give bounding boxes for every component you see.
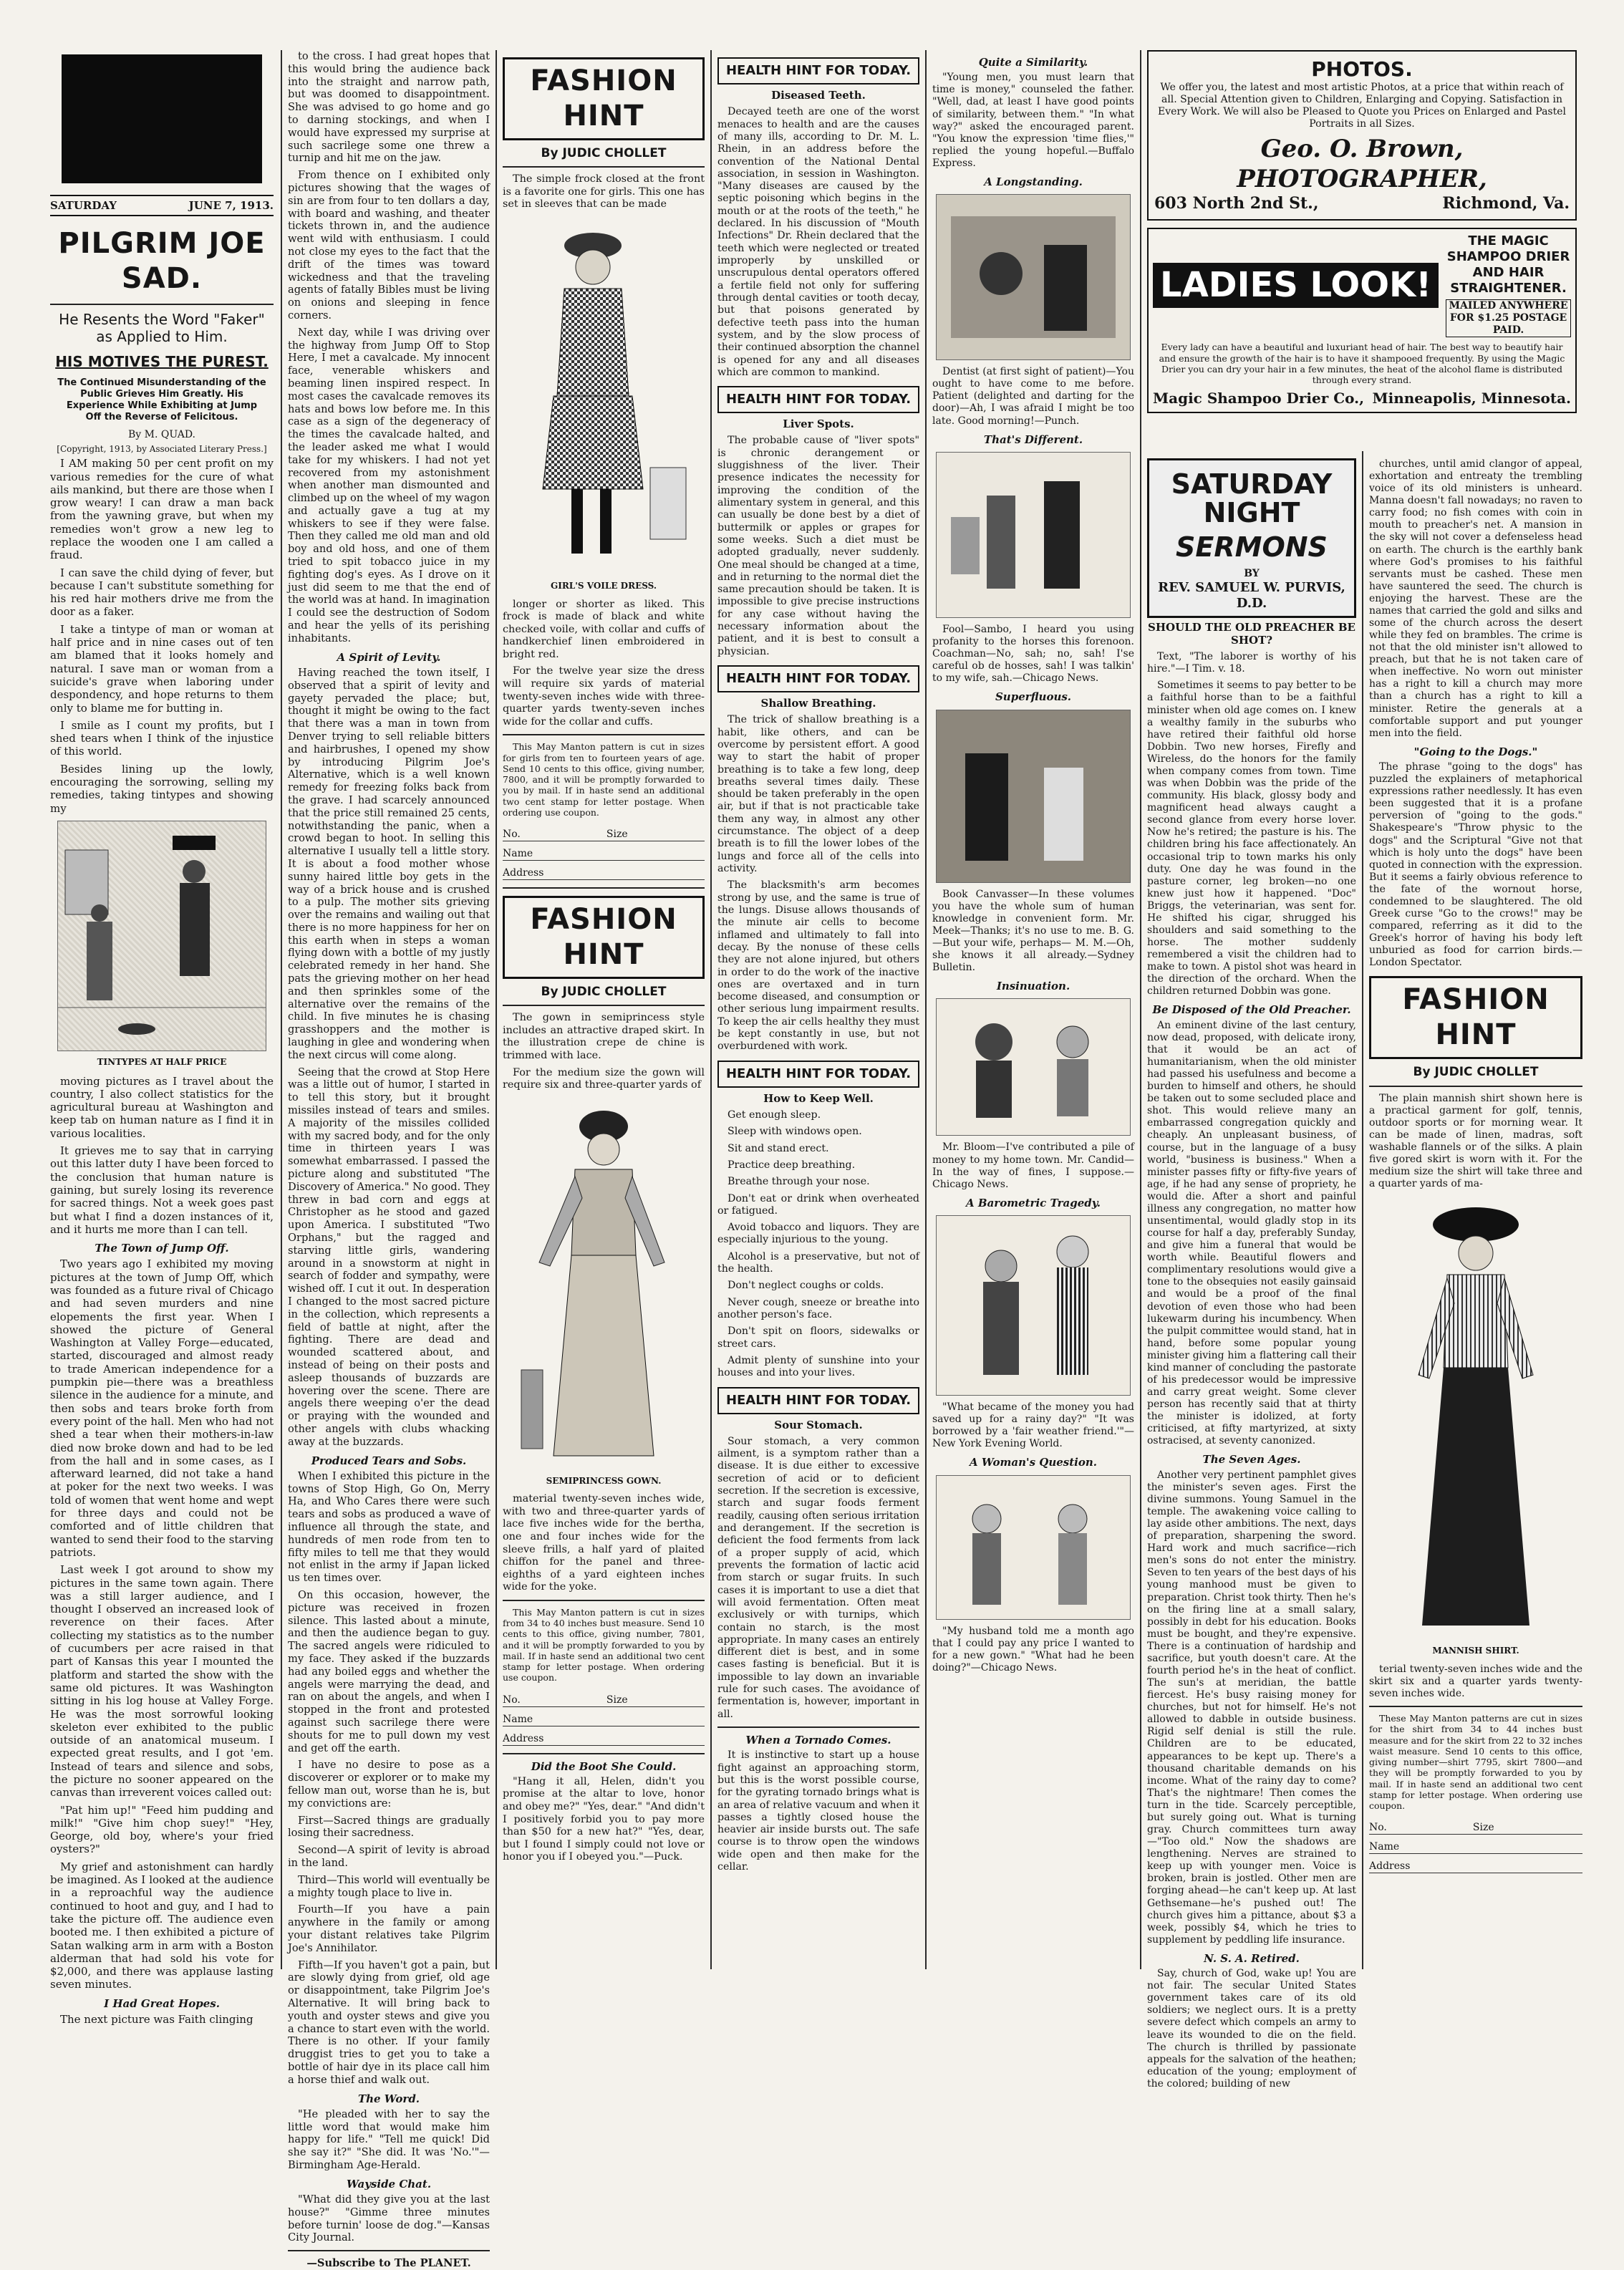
magic-drier-ad	[1147, 228, 1577, 412]
paragraph: The blacksmith's arm becomes strong by use, and the same is true of the lungs. Disuse allows thousands of the minute air cells to become inflamed and ultimately to fall into decay. By the nonuse of these cells they are not alone injured, but others in order to do the work of the inactive ones are overtaxed and in turn become diseased, and consumption or other serious lung impairment results. To keep the air cells healthy they must be kept constantly in use, but not overburdened with work.	[717, 879, 919, 1053]
coupon-number-label: No.	[503, 828, 521, 840]
photo-ad-name: Geo. O. Brown, PHOTOGRAPHER,	[1237, 135, 1487, 193]
coupon-number-line[interactable]	[503, 825, 705, 841]
coupon-size-label: Size	[606, 1694, 628, 1706]
tintype-illustration	[57, 821, 266, 1051]
paragraph: "Hang it all, Helen, didn't you promise at the altar to love, honor and obey me?" "Yes, dear." "And didn't I positively forbid you to pay more than $50 for a new hat?" "Yes, dear, but I found I simply could not love or honor you if I obeyed you."—Puck.	[503, 1775, 705, 1863]
paragraph: The plain mannish shirt shown here is a practical garment for golf, tennis, outdoor sports or for morning wear. It can be made of linen, madras, soft washable flannels or of the silks. A plain five gored skirt is worn with it. For the medium size the shirt will take three and a quarter yards of ma-	[1369, 1092, 1582, 1190]
cartoon-caption: Mr. Bloom—I've contributed a pile of money to my home town. Mr. Candid—In the way of fines, I suppose.—Chicago News.	[932, 1141, 1134, 1190]
photo-ad-city: Richmond, Va.	[1442, 194, 1570, 213]
cartoon-caption: Dentist (at first sight of patient)—You ought to have come to me before. Patient (delighted and darting for the door)—Ah, I was afraid I might be too late. Good morning!—Punch.	[932, 366, 1134, 427]
sermon-header	[1147, 458, 1356, 618]
subhead: When a Tornado Comes.	[745, 1734, 891, 1747]
coupon-number-line[interactable]	[503, 1691, 705, 1707]
divider	[503, 1753, 705, 1754]
paragraph: The phrase "going to the dogs" has puzzled the explainers of metaphorical expressions rather needlessly. It has even been suggested that it is a profane perversion of "going to the gods." Shakespeare's "Throw physic to the dogs" and the Scriptural "Give not that which is holy unto the dogs" have been quoted in connection with the expression. But it seems a fairly obvious reference to the fate of the wornout horse, condemned to be slaughtered. The old Greek curse "Go to the crows!" may be compared, referring as it did to the Greek's horror of having his body left unburied as food for carrion birds.—London Spectator.	[1369, 761, 1582, 969]
column-rule	[1362, 451, 1363, 1969]
cartoon-title: That's Different.	[983, 433, 1083, 446]
paragraph: Another very pertinent pamphlet gives the minister's seven ages. First the divine summons. Young Samuel in the temple. The awakening voice calling to lay aside other ambitions. The next, days of preparation, sharpening the sword. Hard work and much sacrifice—rich men's sons do not enter the ministry. Seven to ten years of the best days of his young manhood must be given to preparation. Christ took thirty. Then he's on the firing line at a small salary, possibly in debt for his education. Books must be bought, and they're expensive. There is a continuation of hardship and sacrifice, but youth doesn't care. At the fourth period he's in the heat of conflict. The sun's at meridian, the battle fiercest. He's busy raising money for churches, but not for himself. He's not allowed to dabble in outside business. Rigid self denial is still the rule. Children are to be educated, appearances to be kept up. There's a thousand charitable demands on his income. What of the rainy day to come? That's the nightmare! Then comes the turn in the tide. Scarcely perceptible, but surely going out. What is turning gray. Church committees turn away—"Too old." Now the shadows are lengthening. Nerves are strained to keep up with younger men. Voice is broken, brain is jostled. Other men are forging ahead—he can't keep up. At last Gethsemane—he's pushed out! The church gives him a pittance, about $3 a week, possibly $4, which he tries to supplement by peddling life insurance.	[1147, 1469, 1356, 1946]
paragraph: It grieves me to say that in carrying out this latter duty I have been forced to the conclusion that human nature is gaining, but surely losing its reverence for sacred things. Not a week goes past but what I find a dozen instances of it, and it hurts me more than I can tell.	[50, 1144, 274, 1236]
subhead: Wayside Chat.	[346, 2177, 432, 2191]
magic-ad-company: Magic Shampoo Drier Co.,	[1153, 390, 1365, 407]
paragraph: It is instinctive to start up a house fight against an approaching storm, but this is the worst possible course, for the gyrating tornado brings what is an area of relative vacuum and when it passes a tightly closed house the heavier air inside bursts out. The safe course is to throw open the windows wide open and then make for the cellar.	[717, 1749, 919, 1873]
subhead: I Had Great Hopes.	[104, 1996, 220, 2010]
insinuation-cartoon-drawing	[937, 999, 1130, 1135]
coupon-number-line[interactable]	[1369, 1818, 1582, 1835]
paragraph: Second—A spirit of levity is abroad in the land.	[288, 1844, 490, 1869]
tintype-drawing	[58, 821, 266, 1051]
column-2	[288, 50, 490, 2270]
paragraph: The trick of shallow breathing is a habit, like others, and can be overcome by persistent effort. A good way to start the habit of proper breathing is to take a few long, deep breaths several times daily. These should be taken preferably in the open air, but if that is not practicable take them any way, in almost any other circumstance. The object of a deep breath is to fill the lower lobes of the lungs and force all of the cells into activity.	[717, 714, 919, 874]
sermon-column	[1147, 458, 1356, 2090]
list-item: Don't spit on floors, sidewalks or street cars.	[717, 1325, 919, 1350]
coupon-size-label: Size	[606, 828, 628, 840]
magic-ad-text: Every lady can have a beautiful and luxuriant head of hair. The best way to beautify hair and ensure the growth of the hair is to have it shampooed frequently. By using the Magic Drier you can dry your hair in a few minutes, the heat of the alcohol flame is distributed through every strand.	[1159, 342, 1565, 386]
paragraph: Sour stomach, a very common ailment, is a symptom rather than a disease. It is due either to excessive secretion of acid or to deficient secretion. If the secretion is excessive, starch and sugar foods ferment readily, causing often serious irritation and derangement. If the secretion is deficient the food ferments from lack of a proper supply of acid, which prevents the formation of lactic acid from starch or sugar fruits. In such cases it is important to use a diet that will avoid fermentation. Often meat exclusively or with turnips, which contain no starch, is the most appropriate. In many cases an entirely different diet is best, and in some cases fasting is beneficial. But it is impossible to lay down an invariable rule for such cases. The avoidance of fermentation is, however, important in all.	[717, 1435, 919, 1720]
magic-ad-city: Minneapolis, Minnesota.	[1372, 390, 1571, 407]
divider	[503, 1005, 705, 1006]
barometric-cartoon-drawing	[937, 1216, 1130, 1395]
health-hint-subhead: Diseased Teeth.	[771, 88, 866, 102]
coupon-address-label: Address	[1369, 1860, 1411, 1873]
subhead: Be Disposed of the Old Preacher.	[1152, 1003, 1351, 1017]
photo-ad-text: We offer you, the latest and most artistic Photos, at a price that within reach of all. Special Attention given to Children, Enlarging and Copying. Satisfaction in Every Work. We will also be Pleased to Quote you Prices on Enlarged and Pastel Portraits in all Sizes.	[1158, 82, 1566, 130]
paragraph: I have no desire to pose as a discoverer or explorer or to make my fellow man out, worse than he is, but my convictions are:	[288, 1759, 490, 1810]
shirt-figure-drawing	[1376, 1196, 1576, 1640]
deck: The Continued Misunderstanding of the Public Grieves Him Greatly. His Experience While Exhibiting at Jump Off the Reverse of Felicitous.	[57, 377, 266, 422]
fashion-hint-byline: By JUDIC CHOLLET	[1413, 1065, 1539, 1080]
health-hint-title: HEALTH HINT FOR TODAY.	[717, 57, 919, 84]
paragraph: The simple frock closed at the front is a favorite one for girls. This one has set in sleeves that can be made	[503, 173, 705, 211]
column-rule	[281, 50, 282, 1969]
coupon-address-line[interactable]	[503, 864, 705, 880]
divider	[503, 734, 705, 735]
paragraph: Two years ago I exhibited my moving pictures at the town of Jump Off, which was founded as a future rival of Chicago and had seven murders and nine elopements the first year. When I showed the picture of General Washington at Valley Forge—educated, started, discouraged and almost ready to trade American independence for a pumpkin pie—there was a breathless silence in the audience for a minute, and then sobs and tears broke forth from every point of the hall. Men who had not shed a tear when their mothers-in-law died now broke down and had to be led from the hall and in some cases, as I afterward learned, did not take a hand at poker for the next two weeks. I was told of women that went home and wept for three days and could not be comforted and of little children that wanted to send their food to the starving patriots.	[50, 1257, 274, 1559]
sermon-subject: SHOULD THE OLD PREACHER BE SHOT?	[1148, 620, 1355, 647]
column-rule	[925, 50, 927, 1969]
paragraph: "Young men, you must learn that time is money," counseled the father. "Well, dad, at least I have good points of similarity, between them." "In what way?" asked the encouraged parent. "You know the expression 'time flies,'" replied the young hopeful.—Buffalo Express.	[932, 72, 1134, 169]
health-hint-title: HEALTH HINT FOR TODAY.	[717, 665, 919, 692]
subhead: Quite a Similarity.	[978, 56, 1088, 69]
column-7	[1369, 458, 1582, 1969]
magic-ad-price: MAILED ANYWHERE FOR $1.25 POSTAGE PAID.	[1446, 299, 1571, 337]
dentist-cartoon	[936, 194, 1131, 360]
list-item: Don't neglect coughs or colds.	[728, 1280, 884, 1292]
paragraph: churches, until amid clangor of appeal, exhortation and entreaty the trembling voice of its old ministers is unheard. Manna doesn't fall nowadays; no raven to carry food; no fish comes with coin in mouth to preacher's net. A mansion in the sky will not cover a defenseless head on earth. The church is the earthly bank where God's promises to his faithful servants must be cashed. These men have sauntered the seed. The church is enjoying the harvest. These are the names that carried the gold and silks and some of the church across the desert while they fed on brambles. The crime is not that the old minister isn't allowed to preach, but that he is not taken care of when ineffective. No worn out minister has a right to kill a church may more than a church has a right to kill a minister. Retire the generals at a comfortable support and put younger men into the field.	[1369, 458, 1582, 739]
list-item: Get enough sleep.	[728, 1109, 821, 1121]
divider	[503, 1600, 705, 1601]
paragraph: The probable cause of "liver spots" is chronic derangement or sluggishness of the liver. Their presence indicates the necessity for improving the condition of the alimentary system in general, and this can usually be done best by a diet of buttermilk or apples or grapes for some weeks. Such a diet must be adopted gradually, never suddenly. One meal should be changed at a time, and in returning to the normal diet the same precaution should be taken. It is impossible to give precise instructions for any case without having the necessary information about the patient, and it is best to consult a physician.	[717, 435, 919, 657]
coupon-number-label: No.	[503, 1694, 521, 1706]
column-1	[50, 50, 274, 2027]
divider	[503, 887, 705, 889]
divider	[288, 2250, 490, 2251]
womans-question-cartoon-drawing	[937, 1476, 1130, 1619]
health-hint-subhead: Sour Stomach.	[774, 1418, 863, 1431]
paragraph: "Pat him up!" "Feed him pudding and milk!" "Give him chop suey!" "Hey, George, old boy, where's your fried oysters?"	[50, 1803, 274, 1856]
column-rule	[496, 50, 497, 1969]
illustration-caption: GIRL'S VOILE DRESS.	[550, 581, 657, 591]
paragraph: I AM making 50 per cent profit on my various remedies for the cure of what ails mankind, but there are those when I grow weary! I can draw a man back from the yawning grave, but when my remedies won't grow a new leg to replace the wooden one I am called a fraud.	[50, 457, 274, 562]
order-coupon	[503, 1691, 705, 1746]
sermon-author: REV. SAMUEL W. PURVIS, D.D.	[1158, 579, 1345, 611]
book-canvasser-cartoon	[936, 710, 1131, 883]
coupon-name-line[interactable]	[1369, 1837, 1582, 1854]
subhead: The Seven Ages.	[1202, 1453, 1301, 1467]
paragraph: Sometimes it seems to pay better to be a faithful horse than to be a faithful minister when old age comes on. I knew a wealthy family in the suburbs who have retired their faithful old horse Dobbin. Two new horses, Firefly and Wireless, do the honors for the family when company comes from town. Time was when Dobbin was the pride of the community. His black, glossy body and magnificent head always caught a second glance from every horse lover. Now he's retired; the pasture is his. The children bring his face affectionately. An occasional trip to town marks his only duty. One day he was found in the pasture corner, leg broken—no one knew just how it happened. "Doc" Briggs, the veterinarian, was sent for. He shifted his cigar, shrugged his shoulders and said something to the horse. The mother suddenly remembered a visit the children had to make to town. A pistol shot was heard in the direction of the orchard. When the children returned Dobbin was gone.	[1147, 680, 1356, 998]
barometric-cartoon	[936, 1215, 1131, 1396]
coupon-name-label: Name	[503, 1713, 533, 1725]
coupon-name-label: Name	[1369, 1841, 1400, 1853]
insinuation-cartoon	[936, 998, 1131, 1136]
subhead: "Going to the Dogs."	[1413, 745, 1538, 758]
mannish-shirt-illustration	[1376, 1196, 1576, 1640]
dress-figure-drawing	[514, 217, 693, 575]
list-item: Never cough, sneeze or breathe into another person's face.	[717, 1296, 919, 1320]
womans-question-cartoon	[936, 1475, 1131, 1620]
column-3	[503, 50, 705, 1969]
list-item: Sit and stand erect.	[728, 1142, 829, 1154]
divider	[1369, 1706, 1582, 1707]
coupon-name-line[interactable]	[503, 844, 705, 861]
health-hint-subhead: How to Keep Well.	[763, 1091, 874, 1105]
subhead: Produced Tears and Sobs.	[311, 1454, 467, 1467]
coachman-cartoon-drawing	[937, 453, 1130, 617]
magic-ad-title: THE MAGIC SHAMPOO DRIER AND HAIR STRAIGHTENER.	[1446, 233, 1570, 296]
coupon-address-line[interactable]	[1369, 1857, 1582, 1873]
list-item: Alcohol is a preservative, but not of the health.	[717, 1250, 919, 1275]
list-item: Avoid tobacco and liquors. They are especially injurious to the young.	[717, 1222, 919, 1246]
paragraph: material twenty-seven inches wide, with two and three-quarter yards of lace five inches wide for the bertha, one and four inches wide for the sleeve frills, a half yard of plaited chiffon for the panel and three-eighths of a yard eighteen inches wide for the yoke.	[503, 1493, 705, 1593]
fashion-hint-title: FASHION HINT	[1369, 976, 1582, 1059]
column-4	[717, 50, 919, 1969]
paragraph: "What did they give you at the last house?" "Gimme three minutes before turnin' loose de dog."—Kansas City Journal.	[288, 2193, 490, 2244]
subhead: A Spirit of Levity.	[337, 650, 441, 664]
list-item: Practice deep breathing.	[728, 1159, 856, 1171]
illustration-caption: MANNISH SHIRT.	[1432, 1646, 1519, 1656]
list-item: Don't eat or drink when overheated or fatigued.	[717, 1192, 919, 1217]
paragraph: The next picture was Faith clinging	[60, 2013, 253, 2027]
coupon-address-line[interactable]	[503, 1729, 705, 1746]
coupon-address-label: Address	[503, 866, 544, 879]
fashion-hint-title: FASHION HINT	[503, 896, 705, 979]
paragraph: On this occasion, however, the picture was received in frozen silence. This lasted about a minute, and then the audience began to guy. The sacred angels were ridiculed to my face. They asked if the buzzards had any boiled eggs and whether the angels were marrying the dead, and ran on about the angels, and when I stopped in the front and protested against such sacrilege there were shouts for me to pull down my vest and get off the earth.	[288, 1589, 490, 1754]
paragraph: For the twelve year size the dress will require six yards of material twenty-seven inches wide with three-quarter yards twenty-seven inches wide for the collar and cuffs.	[503, 665, 705, 728]
cartoon-title: A Longstanding.	[984, 175, 1083, 188]
paragraph: Decayed teeth are one of the worst menaces to health and are the causes of many ills, according to Dr. M. L. Rhein, in an address before the convention of the National Dental association, in session in Washington. "Many diseases are caused by the septic poisoning which begins in the mouth or at the roots of the teeth," he declared. In his discussion of "Mouth Infections" Dr. Rhein declared that the teeth which were neglected or treated improperly by unskilled or unscrupulous dental operators offered a fertile field not only for suffering through dental cavities or tooth decay, but that poisons generated by defective teeth pass into the human system, and by the slow process of their continued absorption the channel is opened for any and all diseases which are common to mankind.	[717, 106, 919, 378]
cartoon-title: Insinuation.	[996, 980, 1070, 993]
fashion-hint-byline: By JUDIC CHOLLET	[541, 984, 667, 999]
newspaper-page	[50, 50, 1582, 2270]
divider	[1369, 1086, 1582, 1087]
column-5	[932, 50, 1134, 1969]
paragraph: An eminent divine of the last century, now dead, proposed, with delicate irony, that it would be an act of humanitarianism, when the old minister had passed his usefulness and become a burden to himself and others, he should be taken out to some secluded place and shot. This would relieve many an embarrassed congregation quickly and cheaply. An unpleasant business, of course, but in the language of a busy world, "business is business." When a minister passes fifty or fifty-five years of age, if he had any sense of propriety, he would die. After a short and painful illness any congregation, no matter how unsentimental, would gladly stop in its course for half a day, preferably Sunday, and give him a funeral that would be worth while. Beautiful flowers and complimentary resolutions would give a tone to the obsequies not easily gainsaid and would be a proof of the final devotion of even those who had been lukewarm during his incumbency. When the pulpit committee would stand, hat in hand, before some popular young minister giving him a flattering call their kind manner of concluding the pastorate of his predecessor would be impressive and carry great weight. Some clever person has recently said that at thirty the minister is idolized, at forty criticised, at fifty martyrized, at sixty ostracised, at seventy canonized.	[1147, 1019, 1356, 1447]
list-item: Admit plenty of sunshine into your houses and into your lives.	[717, 1354, 919, 1379]
paragraph: The gown in semiprincess style includes an attractive draped skirt. In the illustration crepe de chine is trimmed with lace.	[503, 1012, 705, 1062]
divider	[50, 304, 274, 305]
health-hint-subhead: Liver Spots.	[783, 417, 854, 431]
list-item: Sleep with windows open.	[728, 1126, 862, 1138]
coachman-cartoon	[936, 452, 1131, 618]
paragraph: First—Sacred things are gradually losing their sacredness.	[288, 1814, 490, 1840]
photo-ad	[1147, 50, 1577, 221]
coupon-address-label: Address	[503, 1732, 544, 1744]
semiprincess-gown-illustration	[511, 1098, 697, 1470]
paragraph: moving pictures as I travel about the country, I also collect statistics for the agricultural bureau at Washington and keep tab on human nature as I find it in various localities.	[50, 1074, 274, 1140]
coupon-size-label: Size	[1472, 1822, 1494, 1834]
paragraph: I smile as I count my profits, but I shed tears when I think of the injustice of this world.	[50, 718, 274, 758]
pattern-note: This May Manton pattern is cut in sizes for girls from ten to fourteen years of age. Send 10 cents to this office, giving number, 7800, and it will be promptly forwarded to you by mail. If in haste send an additional two cent stamp for letter postage. When ordering use coupon.	[503, 741, 705, 818]
cartoon-caption: Fool—Sambo, I heard you using profanity to the horses this forenoon. Coachman—No, sah; no, sah! I'se careful ob de hosses, sah! I was talkin' to my wife, sah.—Chicago News.	[932, 623, 1134, 685]
paragraph: Next day, while I was driving over the highway from Jump Off to Stop Here, I met a cavalcade. My innocent face, venerable whiskers and beaming linen inspired respect. In most cases the cavalcade removes its hats and bows low before me. In this case as a sign of the degeneracy of the times the cavalcade halted, and the leader asked me what I would take for my whiskers. I had not yet recovered from my astonishment when another man dismounted and climbed up on the wheel of my wagon and actually gave a tug at my whiskers to see if they were false. Then they called me old man and old boy and old hoss, and one of them tried to spit tobacco juice in my fighting dog's eyes. As I drove on it just did seem to me that the end of the world was at hand. In imagination I could see the destruction of Sodom and hear the yells of its perishing inhabitants.	[288, 326, 490, 644]
copyright: [Copyright, 1913, by Associated Literary Press.]	[57, 443, 267, 454]
sermon-title-line2: SERMONS	[1176, 531, 1328, 563]
paragraph: Fourth—If you have a pain anywhere in the family or among your distant relatives take Pilgrim Joe's Annihilator.	[288, 1903, 490, 1954]
paragraph: For the medium size the gown will require six and three-quarter yards of	[503, 1066, 705, 1091]
coupon-number-label: No.	[1369, 1822, 1387, 1834]
deck: HIS MOTIVES THE PUREST.	[55, 352, 269, 370]
illustration-caption: TINTYPES AT HALF PRICE	[97, 1056, 227, 1067]
byline: By M. QUAD.	[127, 428, 195, 440]
paragraph: "He pleaded with her to say the little word that would make him happy for life." "Tell me quick! Did she say it?" "She did. It was 'No.'"—Birmingham Age-Herald.	[288, 2107, 490, 2171]
ladies-look-banner: LADIES LOOK!	[1153, 263, 1439, 308]
ads-region	[1147, 50, 1577, 451]
column-rule	[1140, 50, 1141, 1969]
dentist-cartoon-drawing	[937, 195, 1130, 359]
illustration-caption: SEMIPRINCESS GOWN.	[546, 1475, 662, 1486]
divider	[717, 1726, 919, 1728]
subhead: The Town of Jump Off.	[95, 1242, 229, 1255]
sermon-by: BY	[1244, 567, 1260, 579]
paragraph: From thence on I exhibited only pictures showing that the wages of sin are from four to ten dollars a day, with board and washing, and theater tickets thrown in, and the audience went wild with enthusiasm. I could not close my eyes to the fact that the drift of the times was toward wickedness and that the traveling agents of fatally Bibles must be living on onions and sleeping in fence corners.	[288, 169, 490, 322]
list-item: Breathe through your nose.	[728, 1176, 870, 1188]
masthead-blackout	[62, 54, 262, 183]
divider	[503, 166, 705, 168]
sermon-title-line1: SATURDAY NIGHT	[1171, 468, 1333, 528]
health-hint-title: HEALTH HINT FOR TODAY.	[717, 1387, 919, 1414]
subhead: The Word.	[357, 2092, 420, 2105]
paragraph: longer or shorter as liked. This frock is made of black and white checked voile, with collar and cuffs of handkerchief linen embroidered in bright red.	[503, 598, 705, 660]
paragraph: When I exhibited this picture in the towns of Stop High, Go On, Merry Ha, and Who Cares there were such tears and sobs as produced a wave of influence all through the state, and hundreds of men rode from ten to fifty miles to tell me that they would not enlist in the army if Japan licked us ten times over.	[288, 1469, 490, 1585]
photo-ad-address: 603 North 2nd St.,	[1154, 194, 1319, 213]
gown-figure-drawing	[511, 1098, 697, 1470]
coupon-name-label: Name	[503, 847, 533, 859]
order-coupon	[1369, 1818, 1582, 1873]
coupon-name-line[interactable]	[503, 1710, 705, 1726]
paragraph: Last week I got around to show my pictures in the same town again. There was a still larger audience, and I thought I observed an increased look of reverence on their faces. After collecting my statistics as to the number of cucumbers per acre raised in that part of Kansas this year I mounted the platform and started the show with the same old pictures. It was Washington sitting in his log house at Valley Forge. He was the most sorrowful looking skeleton ever exhibited to the public outside of an anatomical museum. I expected great results, and I got 'em. Instead of tears and silence and sobs, the picture no sooner appeared on the canvas than irreverent voices called out:	[50, 1563, 274, 1800]
cartoon-title: A Woman's Question.	[970, 1456, 1097, 1469]
book-canvasser-cartoon-drawing	[937, 710, 1130, 882]
health-hint-title: HEALTH HINT FOR TODAY.	[717, 386, 919, 413]
cartoon-title: Superfluous.	[995, 690, 1072, 704]
cartoon-title: A Barometric Tragedy.	[966, 1196, 1101, 1209]
girls-voile-dress-illustration	[514, 217, 693, 575]
paragraph: Seeing that the crowd at Stop Here was a little out of humor, I started in to tell this story, but it brought missiles instead of tears and smiles. A majority of the missiles collided with my sacred body, and for the only time in thirteen years I was somewhat embarrassed. I passed the picture along and substituted "The Discovery of America." No good. They threw in bad corn and eggs at Christopher as he stood and gazed upon America. I substituted "Two Orphans," but the ragged and starving little girls, wandering around in a snowstorm at night in search of fodder and sympathy, were wished off. I cut it out. In desperation I changed to the most sacred picture in the collection, which represents a field of battle at night, after the fighting. There are dead and wounded scattered about, and instead of being on their posts and asleep thousands of buzzards are hovering over the scene. There are angels there weeping o'er the dead or praying with the wounded and other angels with clubs whacking away at the buzzards.	[288, 1066, 490, 1448]
column-rule	[710, 50, 712, 1969]
pattern-note: This May Manton pattern is cut in sizes from 34 to 40 inches bust measure. Send 10 cents to this office, giving number, 7801, and it will be promptly forwarded to you by mail. If in haste send an additional two cent stamp for letter postage. When ordering use coupon.	[503, 1606, 705, 1684]
fashion-hint-byline: By JUDIC CHOLLET	[541, 145, 667, 160]
deck: He Resents the Word "Faker" as Applied to Him.	[59, 310, 265, 346]
health-hint-subhead: Shallow Breathing.	[760, 696, 876, 710]
photo-ad-title: PHOTOS.	[1311, 57, 1413, 81]
paragraph: Fifth—If you haven't got a pain, but are slowly dying from grief, old age or disappointment, take Pilgrim Joe's Alternative. It will bring back to youth and oyster stews and give you a chance to start even with the world. There is no other. If your family druggist tries to get you to take a bottle of hair dye in its place call him a horse thief and walk out.	[288, 1959, 490, 2086]
paragraph: Say, church of God, wake up! You are not fair. The secular United States government takes care of its old soldiers; we neglect ours. It is a pretty severe defect which compels an army to leave its wounded to die on the field. The church is thrilled by passionate appeals for the salvation of the heathen; education of the young; employment of the colored; building of new	[1147, 1968, 1356, 2090]
dateline	[50, 195, 274, 216]
paragraph: I take a tintype of man or woman at half price and in nine cases out of ten am blamed that it looks homely and natural. I save man or woman from a suicide's grave when laboring under despondency, and hope returns to them only to blame me for butting in.	[50, 622, 274, 715]
dateline-day: SATURDAY	[50, 199, 117, 212]
paragraph: Besides lining up the lowly, encouraging the sorrowing, selling my remedies, taking tintypes and showing my	[50, 762, 274, 815]
subhead: Did the Boot She Could.	[531, 1759, 677, 1773]
keep-well-list	[717, 1109, 919, 1380]
pattern-note: These May Manton patterns are cut in sizes for the shirt from 34 to 44 inches bust measure and for the skirt from 22 to 32 inches waist measure. Send 10 cents to this office, giving number—shirt 7795, skirt 7800—and they will be promptly forwarded to you by mail. If in haste send an additional two cent stamp for letter postage. When ordering use coupon.	[1369, 1713, 1582, 1812]
paragraph: Text, "The laborer is worthy of his hire."—I Tim. v. 18.	[1147, 651, 1356, 675]
cartoon-caption: "My husband told me a month ago that I could pay any price I wanted to for a new gown." "What had he been doing?"—Chicago News.	[932, 1625, 1134, 1673]
paragraph: My grief and astonishment can hardly be imagined. As I looked at the audience in a reproachful way the audience continued to hoot and guy, and I had to take the picture off. The audience even booted me. I then exhibited a picture of Satan walking arm in arm with a Boston alderman that had sold his vote for $2,000, and there was applause lasting seven minutes.	[50, 1860, 274, 1991]
subscribe-footer: —Subscribe to The PLANET.	[306, 2257, 471, 2270]
paragraph: to the cross. I had great hopes that this would bring the audience back into the straight and narrow path, but was doomed to disappointment. She was advised to go home and go to darning stockings, and when I would have expressed my surprise at such sacrilege some one threw a turnip and hit me on the jaw.	[288, 50, 490, 165]
paragraph: terial twenty-seven inches wide and the skirt six and a quarter yards twenty-seven inches wide.	[1369, 1663, 1582, 1700]
cartoon-caption: "What became of the money you had saved up for a rainy day?" "It was borrowed by a 'fair weather friend.'"—New York Evening World.	[932, 1401, 1134, 1450]
paragraph: Third—This world will eventually be a mighty tough place to live in.	[288, 1873, 490, 1899]
health-hint-title: HEALTH HINT FOR TODAY.	[717, 1061, 919, 1088]
paragraph: I can save the child dying of fever, but because I can't substitute something for his red hair mothers drive me from the door as a faker.	[50, 566, 274, 619]
headline: PILGRIM JOE SAD.	[58, 227, 266, 296]
dateline-date: JUNE 7, 1913.	[188, 199, 274, 212]
subhead: N. S. A. Retired.	[1204, 1951, 1300, 1965]
paragraph: Having reached the town itself, I observed that a spirit of levity and gayety pervaded the place; but, thought it might be owing to the fact that there was a man in town from Denver trying to sell reliable bitters and hairbrushes, I opened my show by introducing Pilgrim Joe's Alternative, which is a well known remedy for freezing folks back from the grave. I had scarcely announced that the price still remained 25 cents, notwithstanding the panic, when a crowd began to hoot. In selling this alternative I usually tell a little story. It is about a food mother whose sunny haired little boy gets in the way of a brick house and is crushed to a pulp. The mother sits grieving over the remains and wailing out that there is no more happiness for her on this earth when in steps a woman flying down with a bottle of my justly celebrated remedy in her hand. She pats the grieving mother on her head and then sprinkles some of the alternative over the remains of the child. In five minutes he is chasing grasshoppers and the mother is laughing in glee and wondering when the next circus will come along.	[288, 666, 490, 1061]
fashion-hint-title: FASHION HINT	[503, 57, 705, 140]
cartoon-caption: Book Canvasser—In these volumes you have the whole sum of human knowledge in convenient form. Mr. Meek—Thanks; it's no use to me. B. G.—But your wife, perhaps— M. M.—Oh, she knows it all already.—Sydney Bulletin.	[932, 888, 1134, 974]
order-coupon	[503, 825, 705, 880]
